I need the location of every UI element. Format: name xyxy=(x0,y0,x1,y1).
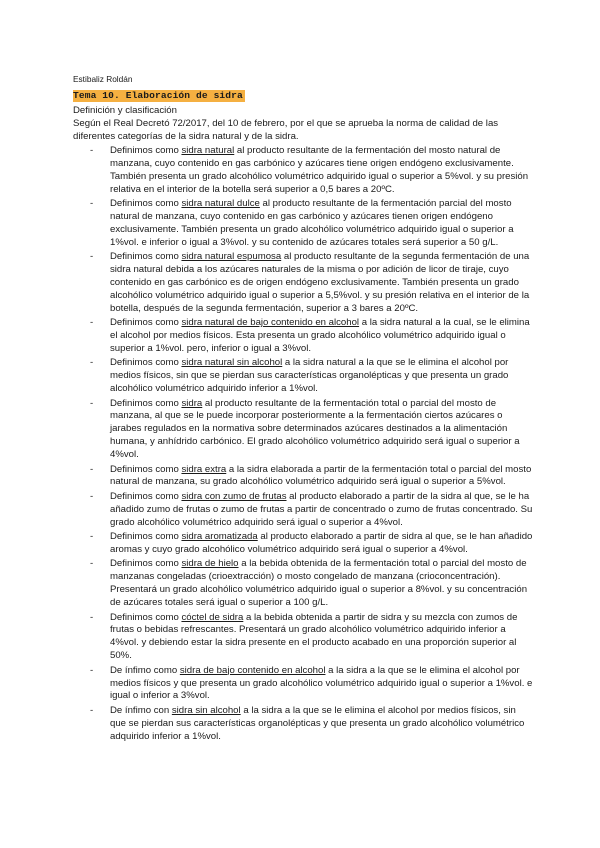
item-text: a la sidra natural a la que se le elimina el alcohol por medios físicos, sin que se pierdan sus características organolépticas y que presenta un grado alcohólico volumétrico adquirido inferior a 1%vol. xyxy=(110,357,509,395)
document-page xyxy=(73,74,533,745)
defined-term: sidra extra xyxy=(181,463,227,475)
item-text: a la bebida obtenida a partir de sidra y su mezcla con zumos de frutas o bebidas refrescantes. Presentará un grado alcohólico volumétrico adquirido inferior a 4%vol. y debiendo estar la sidra presente en el producto acabado en una proporción superior al 50%. xyxy=(110,611,518,662)
item-lead: Definimos como xyxy=(110,397,182,409)
item-text: al producto elaborado a partir de la sidra al que, se le ha añadido zumo de frutas o zumo de frutas a partir de concentrado o zumo de frutas concentrado. Su grado alcohólico volumétrico adquirido será igual o superior a 4%vol. xyxy=(110,490,533,528)
bullet-dash: - xyxy=(90,704,94,716)
bullet-dash: - xyxy=(90,397,94,409)
item-text: a la sidra a la que se le elimina el alcohol por medios físicos, sin que se pierdan sus características organolépticas y que presenta un grado alcohólico volumétrico adquirido inferior a 1%vol. xyxy=(110,704,525,742)
bullet-dash: - xyxy=(90,531,94,543)
item-lead: Definimos como xyxy=(110,531,182,543)
bullet-dash: - xyxy=(90,357,94,369)
list-item xyxy=(73,145,533,197)
defined-term: sidra xyxy=(181,397,203,409)
item-lead: Definimos como xyxy=(110,558,182,570)
item-text: al producto resultante de la fermentación parcial del mosto natural de manzana, cuyo contenido en gas carbónico y azúcares tienen origen endógeno exclusivamente. También presenta un grado alcohólico volumétrico adquirido igual o superior a 1%vol. e inferior o igual a 3%vol. y su contenido de azúcares totales será superior a 50 g/L. xyxy=(110,197,514,248)
item-text: a la sidra a la que se le elimina el alcohol por medios físicos y que presenta un grado alcohólico volumétrico adquirido igual o superior a 1%vol. e igual o inferior a 3%vol. xyxy=(110,664,533,702)
item-lead: De ínfimo con xyxy=(110,704,172,716)
list-item xyxy=(73,198,533,250)
definitions-list xyxy=(73,145,533,744)
defined-term: sidra sin alcohol xyxy=(171,704,241,716)
defined-term: sidra natural espumosa xyxy=(181,251,282,263)
bullet-dash: - xyxy=(90,611,94,623)
list-item xyxy=(73,612,533,664)
author-name: Estibaliz Roldán xyxy=(73,74,133,84)
list-item xyxy=(73,317,533,356)
item-lead: Definimos como xyxy=(110,611,182,623)
defined-term: cóctel de sidra xyxy=(181,611,244,623)
bullet-dash: - xyxy=(90,463,94,475)
list-item xyxy=(73,251,533,316)
list-item xyxy=(73,464,533,490)
list-item xyxy=(73,398,533,463)
list-item xyxy=(73,531,533,557)
item-text: al producto resultante de la fermentación del mosto natural de manzana, cuyo contenido en gas carbónico y azúcares tiene origen endógeno exclusivamente. También presenta un grado alcohólico volumétrico adquirido igual o superior a 5%vol. y su presión relativa en el interior de la botella será superior a 0,5 bares a 20ºC. xyxy=(110,144,529,195)
defined-term: sidra natural xyxy=(181,144,235,156)
item-lead: Definimos como xyxy=(110,490,182,502)
section-title: Definición y clasificación xyxy=(73,105,177,116)
list-item xyxy=(73,357,533,396)
item-text: a la sidra natural a la cual, se le elimina el alcohol por medios físicos. Esta presenta un grado alcohólico volumétrico adquirido igual o superior a 1%vol. pero, inferior o igual a 3%vol. xyxy=(110,317,530,354)
bullet-dash: - xyxy=(90,144,94,156)
list-item xyxy=(73,491,533,530)
defined-term: sidra aromatizada xyxy=(181,531,258,543)
item-lead: Definimos como xyxy=(110,251,182,263)
bullet-dash: - xyxy=(90,490,94,502)
item-text: al producto resultante de la segunda fermentación de una sidra natural debida a los azúcares naturales de la misma o por adición de licor de tiraje, cuyo contenido en gas carbónico es de origen endógeno exclusivamente. También presenta un grado alcohólico volumétrico adquirido igual o superior a 5,5%vol. y su presión relativa en el interior de la botella, después de la segunda fermentación, superior a 3 bares a 20ºC. xyxy=(110,251,530,314)
defined-term: sidra con zumo de frutas xyxy=(181,490,287,502)
item-lead: Definimos como xyxy=(110,463,182,475)
bullet-dash: - xyxy=(90,317,94,329)
bullet-dash: - xyxy=(90,197,94,209)
bullet-dash: - xyxy=(90,251,94,263)
defined-term: sidra de hielo xyxy=(181,558,239,570)
list-item xyxy=(73,558,533,610)
item-lead: Definimos como xyxy=(110,317,182,329)
intro-paragraph: Según el Real Decretó 72/2017, del 10 de febrero, por el que se aprueba la norma de calidad de las diferentes categorías de la sidra natural y de la sidra. xyxy=(73,118,499,142)
topic-title-highlight: Tema 10. Elaboración de sidra xyxy=(73,90,243,101)
list-item xyxy=(73,665,533,704)
item-text: a la sidra elaborada a partir de la fermentación total o parcial del mosto natural de manzana, su grado alcohólico volumétrico adquirido será igual o superior a 5%vol. xyxy=(110,463,532,488)
bullet-dash: - xyxy=(90,664,94,676)
item-lead: De ínfimo como xyxy=(110,664,180,676)
item-lead: Definimos como xyxy=(110,197,182,209)
item-lead: Definimos como xyxy=(110,357,182,369)
item-lead: Definimos como xyxy=(110,144,182,156)
bullet-dash: - xyxy=(90,558,94,570)
defined-term: sidra natural sin alcohol xyxy=(181,357,283,369)
item-text: al producto elaborado a partir de sidra al que, se le han añadido aromas y cuyo grado alcohólico volumétrico adquirido será igual o superior a 4%vol. xyxy=(110,531,533,555)
defined-term: sidra de bajo contenido en alcohol xyxy=(179,664,326,676)
item-text: al producto resultante de la fermentación total o parcial del mosto de manzana, al que se le puede incorporar posteriormente a la fermentación ciertos azúcares o jarabes regulados en la normativa sobre determinados azúcares destinados a la alimentación humana, y anhídrido carbónico. El grado alcohólico volumétrico adquirido será igual o superior a 4%vol. xyxy=(110,397,520,461)
defined-term: sidra natural dulce xyxy=(181,197,260,209)
list-item xyxy=(73,705,533,744)
defined-term: sidra natural de bajo contenido en alcohol xyxy=(181,317,360,329)
item-text: a la bebida obtenida de la fermentación total o parcial del mosto de manzanas congeladas (crioextracción) o mosto congelado de manzana (crioconcentración). Presentará un grado alcohólico volumétrico adquirido igual o superior a 8%vol. y su concentración de azúcares totales será igual o superior a 100 g/L. xyxy=(110,558,528,609)
